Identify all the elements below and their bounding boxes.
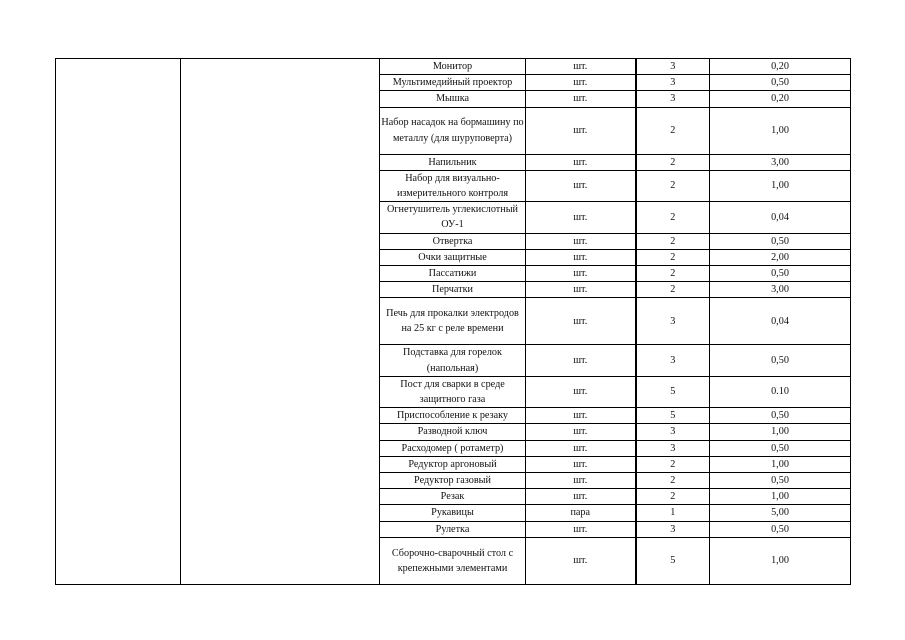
number-column-cell — [56, 59, 181, 585]
rate-cell: 0,04 — [710, 202, 851, 233]
quantity-cell: 2 — [636, 456, 710, 472]
rate-cell: 0,20 — [710, 59, 851, 75]
rate-cell: 3,00 — [710, 282, 851, 298]
item-name-cell: Расходомер ( ротаметр) — [380, 440, 526, 456]
rate-cell: 0.10 — [710, 376, 851, 407]
equipment-table — [55, 58, 851, 585]
quantity-cell: 3 — [636, 91, 710, 107]
rate-cell: 0,50 — [710, 233, 851, 249]
item-name-cell: Набор насадок на бормашину по металлу (для шуруповерта) — [380, 107, 526, 154]
item-name-cell: Мультимедийный проектор — [380, 75, 526, 91]
rate-cell: 0,20 — [710, 91, 851, 107]
unit-cell: пара — [526, 505, 636, 521]
unit-cell: шт. — [526, 266, 636, 282]
table-row — [56, 59, 851, 75]
unit-cell: шт. — [526, 59, 636, 75]
rate-cell: 0,50 — [710, 75, 851, 91]
unit-cell: шт. — [526, 75, 636, 91]
item-name-cell: Разводной ключ — [380, 424, 526, 440]
item-name-cell: Приспособление к резаку — [380, 408, 526, 424]
unit-cell: шт. — [526, 233, 636, 249]
rate-cell: 1,00 — [710, 456, 851, 472]
quantity-cell: 3 — [636, 345, 710, 376]
rate-cell: 1,00 — [710, 170, 851, 201]
rate-cell: 2,00 — [710, 249, 851, 265]
rate-cell: 0,50 — [710, 266, 851, 282]
quantity-cell: 2 — [636, 170, 710, 201]
unit-cell: шт. — [526, 91, 636, 107]
item-name-cell: Печь для прокалки электродов на 25 кг с реле времени — [380, 298, 526, 345]
item-name-cell: Редуктор аргоновый — [380, 456, 526, 472]
rate-cell: 0,04 — [710, 298, 851, 345]
item-name-cell: Рулетка — [380, 521, 526, 537]
quantity-cell: 3 — [636, 424, 710, 440]
item-name-cell: Рукавицы — [380, 505, 526, 521]
item-name-cell: Пассатижи — [380, 266, 526, 282]
item-name-cell: Очки защитные — [380, 249, 526, 265]
quantity-cell: 1 — [636, 505, 710, 521]
quantity-cell: 3 — [636, 59, 710, 75]
quantity-cell: 2 — [636, 107, 710, 154]
rate-cell: 0,50 — [710, 408, 851, 424]
unit-cell: шт. — [526, 202, 636, 233]
section-column-cell — [181, 59, 380, 585]
item-name-cell: Перчатки — [380, 282, 526, 298]
rate-cell: 3,00 — [710, 154, 851, 170]
unit-cell: шт. — [526, 456, 636, 472]
item-name-cell: Подставка для горелок (напольная) — [380, 345, 526, 376]
quantity-cell: 2 — [636, 489, 710, 505]
item-name-cell: Набор для визуально-измерительного контроля — [380, 170, 526, 201]
unit-cell: шт. — [526, 249, 636, 265]
item-name-cell: Сборочно-сварочный стол с крепежными элементами — [380, 537, 526, 584]
quantity-cell: 2 — [636, 154, 710, 170]
unit-cell: шт. — [526, 440, 636, 456]
rate-cell: 1,00 — [710, 489, 851, 505]
quantity-cell: 3 — [636, 440, 710, 456]
quantity-cell: 5 — [636, 376, 710, 407]
item-name-cell: Редуктор газовый — [380, 473, 526, 489]
unit-cell: шт. — [526, 298, 636, 345]
unit-cell: шт. — [526, 424, 636, 440]
unit-cell: шт. — [526, 170, 636, 201]
quantity-cell: 2 — [636, 249, 710, 265]
quantity-cell: 2 — [636, 473, 710, 489]
item-name-cell: Резак — [380, 489, 526, 505]
rate-cell: 1,00 — [710, 537, 851, 584]
unit-cell: шт. — [526, 345, 636, 376]
rate-cell: 1,00 — [710, 107, 851, 154]
rate-cell: 0,50 — [710, 521, 851, 537]
quantity-cell: 2 — [636, 282, 710, 298]
item-name-cell: Напильник — [380, 154, 526, 170]
item-name-cell: Отвертка — [380, 233, 526, 249]
quantity-cell: 3 — [636, 75, 710, 91]
rate-cell: 1,00 — [710, 424, 851, 440]
unit-cell: шт. — [526, 521, 636, 537]
unit-cell: шт. — [526, 537, 636, 584]
unit-cell: шт. — [526, 376, 636, 407]
item-name-cell: Мышка — [380, 91, 526, 107]
quantity-cell: 2 — [636, 202, 710, 233]
unit-cell: шт. — [526, 408, 636, 424]
item-name-cell: Огнетушитель углекислотный ОУ-1 — [380, 202, 526, 233]
quantity-cell: 3 — [636, 521, 710, 537]
rate-cell: 5,00 — [710, 505, 851, 521]
unit-cell: шт. — [526, 473, 636, 489]
item-name-cell: Пост для сварки в среде защитного газа — [380, 376, 526, 407]
unit-cell: шт. — [526, 282, 636, 298]
rate-cell: 0,50 — [710, 473, 851, 489]
rate-cell: 0,50 — [710, 440, 851, 456]
quantity-cell: 3 — [636, 298, 710, 345]
rate-cell: 0,50 — [710, 345, 851, 376]
unit-cell: шт. — [526, 154, 636, 170]
quantity-cell: 2 — [636, 233, 710, 249]
quantity-cell: 5 — [636, 408, 710, 424]
quantity-cell: 5 — [636, 537, 710, 584]
item-name-cell: Монитор — [380, 59, 526, 75]
quantity-cell: 2 — [636, 266, 710, 282]
unit-cell: шт. — [526, 107, 636, 154]
unit-cell: шт. — [526, 489, 636, 505]
